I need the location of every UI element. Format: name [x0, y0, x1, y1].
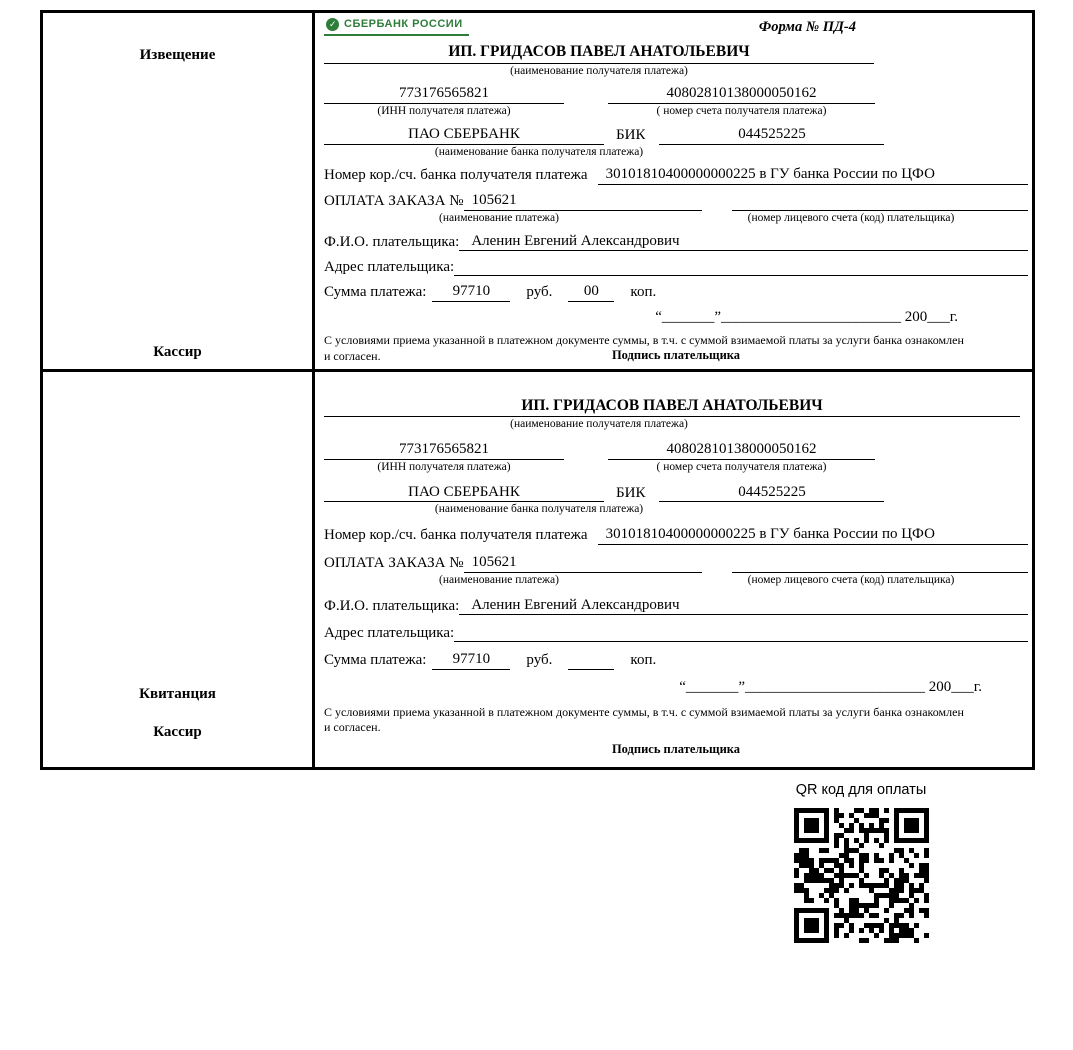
payee-name: ИП. ГРИДАСОВ ПАВЕЛ АНАТОЛЬЕВИЧ: [324, 42, 874, 63]
bank-name: ПАО СБЕРБАНК: [324, 483, 604, 503]
payee-caption: (наименование получателя платежа): [510, 64, 688, 77]
address-line: [454, 257, 1028, 276]
form-number: Форма № ПД-4: [758, 19, 856, 35]
date-line: “_______”________________________ 200___г.: [655, 309, 958, 326]
sberbank-logo-text: СБЕРБАНК РОССИИ: [344, 18, 463, 30]
receipt-section: [43, 372, 1032, 767]
fio-value: Аленин Евгений Александрович: [459, 232, 1028, 252]
terms-text: С условиями приема указанной в платежном документе суммы, в т.ч. с суммой взимаемой платы за услуги банка ознакомлен и согласен.: [324, 332, 964, 363]
notice-form: [315, 13, 1032, 369]
payee-name: ИП. ГРИДАСОВ ПАВЕЛ АНАТОЛЬЕВИЧ: [324, 396, 1020, 417]
account-value: 40802810138000050162: [608, 84, 875, 104]
personal-caption: (номер лицевого счета (код) плательщика): [747, 573, 955, 586]
kop-value: 00: [568, 282, 614, 302]
bik-label: БИК: [616, 484, 646, 501]
cashier-label: Кассир: [153, 344, 202, 360]
qr-label: QR код для оплаты: [795, 782, 927, 798]
rub-label: руб.: [526, 284, 553, 301]
fio-label: Ф.И.О. плательщика:: [324, 233, 460, 250]
bik-label: БИК: [616, 126, 646, 143]
personal-caption: (номер лицевого счета (код) плательщика): [747, 211, 955, 224]
pd4-form: [40, 10, 1035, 770]
corr-label: Номер кор./сч. банка получателя платежа: [324, 167, 588, 184]
kop-label: коп.: [630, 652, 657, 669]
personal-account-line: [732, 192, 1028, 211]
address-line: [454, 623, 1028, 642]
qr-code: [794, 808, 929, 943]
bank-name: ПАО СБЕРБАНК: [324, 125, 604, 145]
account-value: 40802810138000050162: [608, 440, 875, 460]
fio-label: Ф.И.О. плательщика:: [324, 597, 460, 614]
sum-value: 97710: [432, 282, 510, 302]
address-label: Адрес плательщика:: [324, 624, 455, 641]
signature-label: Подпись плательщика: [611, 348, 741, 363]
cashier-label: Кассир: [153, 724, 202, 740]
purpose-value: 105621: [464, 553, 702, 573]
bank-caption: (наименование банка получателя платежа): [434, 503, 644, 516]
payee-caption: (наименование получателя платежа): [510, 418, 688, 431]
sum-label: Сумма платежа:: [324, 284, 427, 301]
notice-stub: [43, 13, 315, 369]
receipt-stub: [43, 372, 315, 767]
sberbank-logo: [324, 18, 469, 36]
corr-value: 30101810400000000225 в ГУ банка России по ЦФО: [598, 525, 1028, 545]
receipt-form: [315, 372, 1032, 767]
personal-account-line: [732, 554, 1028, 573]
inn-caption: (ИНН получателя платежа): [377, 105, 511, 118]
signature-label: Подпись плательщика: [611, 742, 741, 756]
inn-value: 773176565821: [324, 440, 564, 460]
qr-section: [786, 782, 936, 943]
sberbank-logo-icon: [326, 18, 339, 31]
purpose-value: 105621: [464, 191, 702, 211]
fio-value: Аленин Евгений Александрович: [459, 596, 1028, 616]
kop-label: коп.: [630, 284, 657, 301]
kop-value: [568, 651, 614, 670]
purpose-label: ОПЛАТА ЗАКАЗА №: [324, 193, 464, 210]
bik-value: 044525225: [659, 483, 884, 503]
inn-value: 773176565821: [324, 84, 564, 104]
inn-caption: (ИНН получателя платежа): [377, 460, 511, 473]
rub-label: руб.: [526, 652, 553, 669]
notice-label: Извещение: [139, 47, 216, 63]
corr-label: Номер кор./сч. банка получателя платежа: [324, 527, 588, 544]
purpose-label: ОПЛАТА ЗАКАЗА №: [324, 555, 464, 572]
account-caption: ( номер счета получателя платежа): [656, 460, 827, 473]
corr-value: 30101810400000000225 в ГУ банка России по ЦФО: [598, 165, 1028, 185]
account-caption: ( номер счета получателя платежа): [656, 105, 827, 118]
sum-label: Сумма платежа:: [324, 652, 427, 669]
purpose-caption: (наименование платежа): [439, 211, 559, 224]
sum-value: 97710: [432, 650, 510, 670]
bank-caption: (наименование банка получателя платежа): [434, 145, 644, 158]
address-label: Адрес плательщика:: [324, 258, 455, 275]
terms-text: С условиями приема указанной в платежном документе суммы, в т.ч. с суммой взимаемой платы за услуги банка ознакомлен и согласен.: [324, 704, 964, 735]
date-line: “_______”________________________ 200___г.: [679, 679, 982, 696]
purpose-caption: (наименование платежа): [439, 573, 559, 586]
receipt-label: Квитанция: [139, 686, 216, 702]
bik-value: 044525225: [659, 125, 884, 145]
notice-section: [43, 13, 1032, 372]
